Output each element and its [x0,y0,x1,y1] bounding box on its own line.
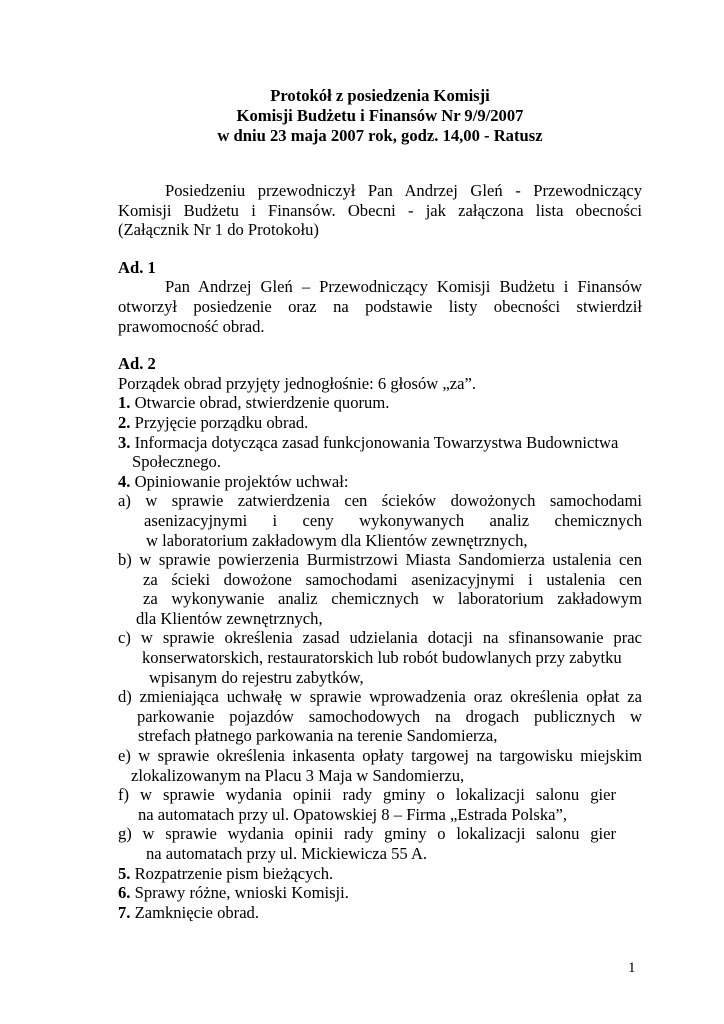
agenda-item-number: 7. [118,902,131,922]
agenda-item-text: Sprawy różne, wnioski Komisji. [130,883,349,903]
agenda-item-4 [118,472,642,492]
agenda-item-text: Otwarcie obrad, stwierdzenie quorum. [130,393,390,413]
subitem-b-line-1: b) w sprawie powierzenia Burmistrzowi Miasta Sandomierza ustalenia cen [118,550,642,570]
agenda-item-number: 3. [118,432,131,452]
ad1-paragraph: Pan Andrzej Gleń – Przewodniczący Komisji Budżetu i Finansów otworzył posiedzenie oraz na podstawie listy obecności stwierdził prawomocność obrad. [118,277,642,336]
subitem-a-line-1: a) w sprawie zatwierdzenia cen ścieków dowożonych samochodami [118,491,642,511]
agenda-item-2 [118,413,642,433]
subitem-c-line-1: c) w sprawie określenia zasad udzielania dotacji na sfinansowanie prac [118,628,642,648]
agenda-item-number: 6. [118,883,131,903]
document-title [118,86,642,146]
subitem-f-line-1: f) w sprawie wydania opinii rady gminy o lokalizacji salonu gier [118,785,616,805]
subitem-f-line-2: na automatach przy ul. Opatowskiej 8 – Firma „Estrada Polska”, [138,804,568,824]
agenda-item-3-continuation: Społecznego. [132,452,221,472]
agenda-item-number: 2. [118,412,131,432]
ad1-heading: Ad. 1 [118,257,156,277]
agenda-item-number: 4. [118,471,131,491]
agenda-item-6 [118,883,642,903]
agenda-item-text: Informacja dotycząca zasad funkcjonowania Towarzystwa Budownictwa [130,432,619,452]
title-line-1: Protokół z posiedzenia Komisji [270,86,490,105]
subitem-b-line-2: za ścieki dowożone samochodami asenizacyjnymi i ustalenia cen [143,569,642,589]
agenda-item-5 [118,864,642,884]
agenda-item-number: 1. [118,393,131,413]
agenda-item-1 [118,393,642,413]
ad2-heading: Ad. 2 [118,354,156,374]
title-line-3: w dniu 23 maja 2007 rok, godz. 14,00 - Ratusz [217,126,543,145]
agenda-item-7 [118,903,642,923]
agenda-item-text: Zamknięcie obrad. [130,902,259,922]
subitem-b-line-4: dla Klientów zewnętrznych, [136,608,323,628]
subitem-b-line-3: za wykonywanie analiz chemicznych w laboratorium zakładowym [143,589,642,609]
subitem-a-line-2: asenizacyjnymi i ceny wykonywanych analiz chemicznych [144,510,642,530]
agenda-item-text: Rozpatrzenie pism bieżących. [130,863,334,883]
subitem-a-line-3: w laboratorium zakładowym dla Klientów zewnętrznych, [146,530,528,550]
subitem-g-line-1: g) w sprawie wydania opinii rady gminy o lokalizacji salonu gier [118,824,616,844]
subitem-e-line-2: zlokalizowanym na Placu 3 Maja w Sandomierzu, [131,765,465,785]
agenda-item-text: Opiniowanie projektów uchwał: [130,471,349,491]
agenda-item-3 [118,433,642,453]
intro-paragraph: Posiedzeniu przewodniczył Pan Andrzej Gleń - Przewodniczący Komisji Budżetu i Finansów. Obecni - jak załączona lista obecności (Załącznik Nr 1 do Protokołu) [118,181,642,240]
agenda-intro: Porządek obrad przyjęty jednogłośnie: 6 głosów „za”. [118,373,477,393]
subitem-c-line-3: wpisanym do rejestru zabytków, [149,667,364,687]
subitem-d-line-3: strefach płatnego parkowania na terenie Sandomierza, [138,726,498,746]
agenda-item-text: Przyjęcie porządku obrad. [130,412,309,432]
subitem-d-line-1: d) zmieniająca uchwałę w sprawie wprowadzenia oraz określenia opłat za [118,687,642,707]
title-line-2: Komisji Budżetu i Finansów Nr 9/9/2007 [236,106,524,125]
agenda-item-number: 5. [118,863,131,883]
subitem-e-line-1: e) w sprawie określenia inkasenta opłaty targowej na targowisku miejskim [118,746,642,766]
page-number: 1 [628,960,636,976]
subitem-c-line-2: konserwatorskich, restauratorskich lub robót budowlanych przy zabytku [142,648,622,668]
document-page [118,86,642,922]
subitem-d-line-2: parkowanie pojazdów samochodowych na drogach publicznych w [137,706,642,726]
subitem-g-line-2: na automatach przy ul. Mickiewicza 55 A. [146,844,428,863]
